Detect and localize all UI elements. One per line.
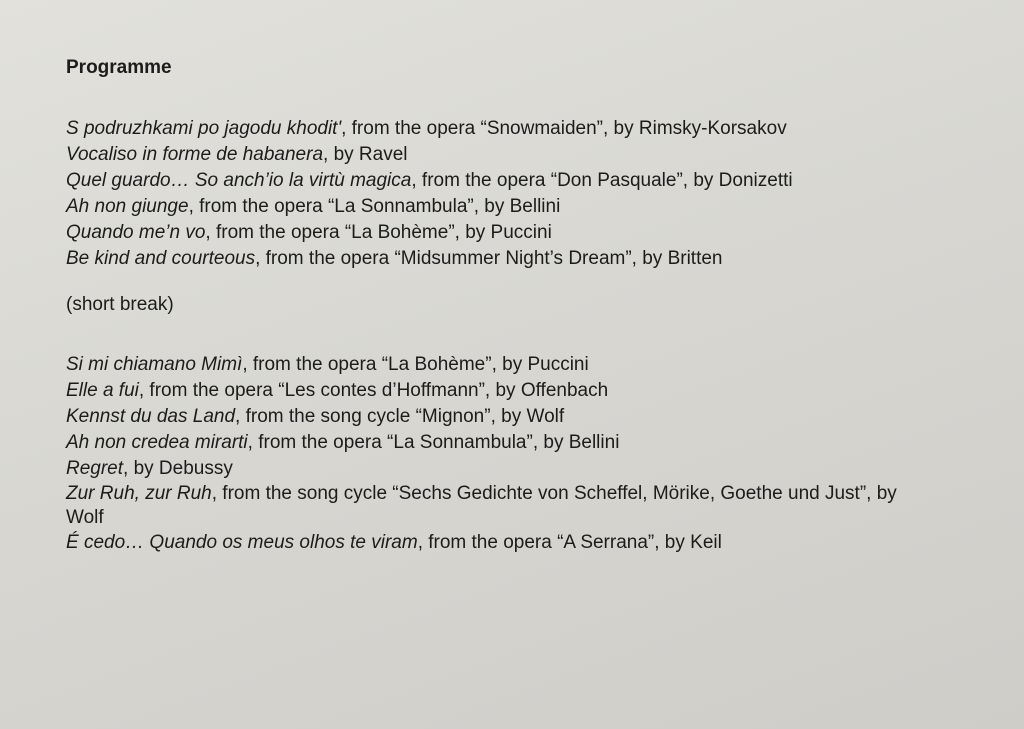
programme-item — [66, 116, 966, 142]
programme-item — [66, 430, 966, 456]
work-details: , from the opera “La Sonnambula”, by Bellini — [188, 196, 561, 217]
work-details: , from the opera “La Bohème”, by Puccini — [242, 354, 589, 375]
programme-item — [66, 168, 966, 194]
work-title: Elle a fui — [66, 380, 139, 401]
programme-item — [66, 352, 966, 378]
programme-part-2 — [66, 352, 966, 556]
programme-item — [66, 530, 966, 556]
programme-item — [66, 194, 966, 220]
work-details: , from the opera “Snowmaiden”, by Rimsky-Korsakov — [341, 118, 787, 139]
work-title: Ah non credea mirarti — [66, 432, 248, 453]
work-title: Zur Ruh, zur Ruh — [66, 483, 212, 504]
programme-item — [66, 404, 966, 430]
programme-item — [66, 482, 916, 530]
work-details: , from the opera “Les contes d’Hoffmann”, by Offenbach — [138, 380, 609, 401]
programme-title: Programme — [66, 57, 172, 78]
programme-part-1 — [66, 116, 966, 272]
work-details: , from the opera “La Sonnambula”, by Bellini — [247, 432, 620, 453]
programme-sheet — [66, 56, 966, 556]
work-title: Quel guardo… So anch’io la virtù magica — [66, 170, 412, 191]
programme-item — [66, 378, 966, 404]
programme-item — [66, 220, 966, 246]
programme-item — [66, 246, 966, 272]
work-title: Be kind and courteous — [66, 248, 256, 269]
work-details: , from the song cycle “Mignon”, by Wolf — [235, 406, 565, 427]
work-title: Regret — [66, 458, 124, 479]
work-details: , by Ravel — [323, 144, 408, 165]
work-details: , from the opera “Don Pasquale”, by Donizetti — [411, 170, 793, 191]
work-title: Vocaliso in forme de habanera — [66, 144, 324, 165]
work-title: Ah non giunge — [66, 196, 189, 217]
work-details: , from the song cycle “Sechs Gedichte von Scheffel, Mörike, Goethe und Just”, by Wolf — [66, 483, 897, 528]
work-title: Kennst du das Land — [66, 406, 236, 427]
work-details: , by Debussy — [123, 458, 233, 479]
work-details: , from the opera “La Bohème”, by Puccini — [205, 222, 552, 243]
work-details: , from the opera “Midsummer Night’s Dream”, by Britten — [255, 248, 723, 269]
work-title: S podruzhkami po jagodu khodit' — [66, 118, 342, 139]
work-title: Si mi chiamano Mimì — [66, 354, 243, 375]
work-title: Quando me’n vo — [66, 222, 206, 243]
programme-item — [66, 142, 966, 168]
work-details: , from the opera “A Serrana”, by Keil — [417, 532, 722, 553]
work-title: É cedo… Quando os meus olhos te viram — [66, 532, 418, 553]
short-break-label: (short break) — [66, 294, 174, 315]
programme-item — [66, 456, 966, 482]
